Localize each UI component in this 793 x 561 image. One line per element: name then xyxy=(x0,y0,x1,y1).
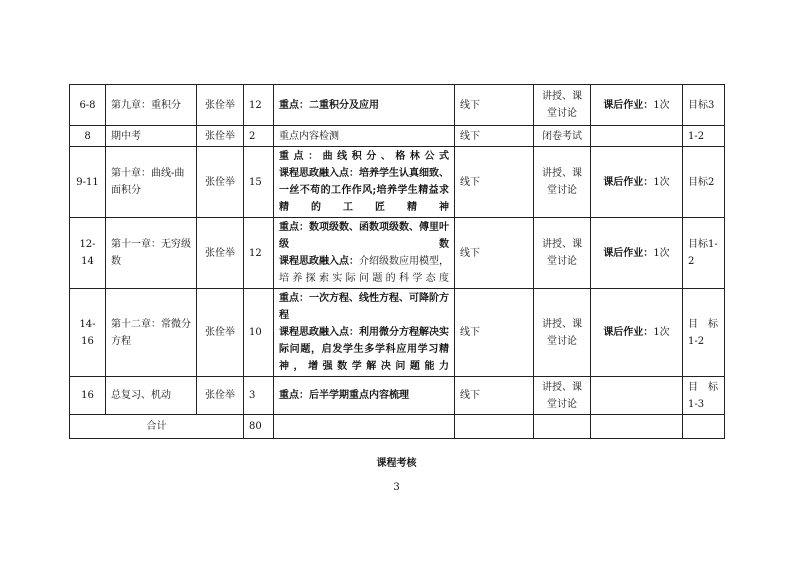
homework-cell xyxy=(591,289,683,377)
content-block xyxy=(279,165,449,216)
content-text: 利用微分方程解决实际问题，启发学生多学科应用学习精神，增强数学解决问题能力 xyxy=(279,327,449,372)
homework-label: 课后作业： xyxy=(603,327,654,338)
empty-cell xyxy=(683,415,725,439)
content-block xyxy=(279,253,449,287)
content-cell xyxy=(274,126,455,147)
content-text: 介绍级数应用模型，培养探索实际问题的科学态度 xyxy=(279,256,449,284)
page-number: 3 xyxy=(393,482,400,493)
method-line: 堂讨论 xyxy=(547,185,577,196)
teacher-cell: 张佺举 xyxy=(197,85,244,126)
content-label: 课程思政融入点： xyxy=(279,327,359,338)
content-block xyxy=(279,290,449,324)
table-row xyxy=(70,289,725,377)
total-label: 合计 xyxy=(70,415,244,439)
empty-cell xyxy=(534,415,591,439)
target-cell xyxy=(683,377,725,415)
method-line: 讲授、课 xyxy=(542,91,582,102)
homework-cell xyxy=(591,377,683,415)
target-line: 1-3 xyxy=(688,398,705,410)
target-line: 目标3 xyxy=(688,99,715,111)
homework-value: 1次 xyxy=(653,176,670,188)
target-line: 1-2 xyxy=(688,130,705,142)
content-label: 课程思政融入点： xyxy=(279,168,359,179)
course-schedule-table xyxy=(69,84,725,439)
teacher-cell: 张佺举 xyxy=(197,147,244,218)
week-cell: 12-14 xyxy=(70,218,106,289)
section-heading: 课程考核 xyxy=(376,458,417,469)
target-line: 目标2 xyxy=(688,176,715,188)
content-text: 培养学生认真细致、一丝不苟的工作作风;培养学生精益求精的工匠精神 xyxy=(279,168,449,213)
table-row xyxy=(70,377,725,415)
method-cell xyxy=(534,85,591,126)
homework-label: 课后作业： xyxy=(603,99,654,111)
content-text: 数项级数、函数项级数、傅里叶级数 xyxy=(279,222,449,250)
table-row xyxy=(70,147,725,218)
content-cell xyxy=(274,289,455,377)
teacher-cell: 张佺举 xyxy=(197,289,244,377)
schedule-body xyxy=(70,85,725,439)
method-line: 讲授、课 xyxy=(542,318,582,330)
content-label: 课程思政融入点： xyxy=(279,256,359,267)
method-line: 闭卷考试 xyxy=(542,130,582,142)
content-text: 重点内容检测 xyxy=(279,130,339,142)
chapter-cell: 第十二章：常微分方程 xyxy=(106,289,197,377)
content-label: 重点： xyxy=(279,390,309,401)
content-block xyxy=(279,219,449,253)
content-cell xyxy=(274,218,455,289)
homework-cell xyxy=(591,147,683,218)
hours-cell: 15 xyxy=(244,147,274,218)
hours-cell: 3 xyxy=(244,377,274,415)
method-cell xyxy=(534,126,591,147)
target-cell xyxy=(683,218,725,289)
table-row xyxy=(70,85,725,126)
content-block xyxy=(279,387,449,404)
target-line: 2 xyxy=(688,256,695,267)
week-cell: 16 xyxy=(70,377,106,415)
hours-cell: 10 xyxy=(244,289,274,377)
method-line: 讲授、课 xyxy=(542,168,582,179)
content-text: 二重积分及应用 xyxy=(309,99,379,111)
mode-cell: 线下 xyxy=(455,126,534,147)
method-line: 堂讨论 xyxy=(547,108,577,119)
content-block xyxy=(279,97,449,114)
target-line: 目 标 xyxy=(688,381,718,393)
content-cell xyxy=(274,147,455,218)
target-line: 目标1- xyxy=(688,239,718,250)
content-text: 曲线积分、格林公式 xyxy=(322,151,450,162)
teacher-cell: 张佺举 xyxy=(197,377,244,415)
total-row xyxy=(70,415,725,439)
homework-cell xyxy=(591,218,683,289)
chapter-cell: 第十一章：无穷级数 xyxy=(106,218,197,289)
content-block xyxy=(279,324,449,375)
mode-cell: 线下 xyxy=(455,147,534,218)
homework-label: 课后作业： xyxy=(603,176,654,188)
chapter-cell: 期中考 xyxy=(106,126,197,147)
week-cell: 8 xyxy=(70,126,106,147)
empty-cell xyxy=(591,415,683,439)
homework-value: 1次 xyxy=(653,99,670,111)
table-row xyxy=(70,218,725,289)
method-cell xyxy=(534,289,591,377)
homework-cell xyxy=(591,126,683,147)
mode-cell: 线下 xyxy=(455,218,534,289)
target-line: 目 标 xyxy=(688,318,718,330)
teacher-cell: 张佺举 xyxy=(197,126,244,147)
hours-cell: 2 xyxy=(244,126,274,147)
table-row xyxy=(70,126,725,147)
chapter-cell: 第九章：重积分 xyxy=(106,85,197,126)
homework-value: 1次 xyxy=(653,247,670,259)
teacher-cell: 张佺举 xyxy=(197,218,244,289)
empty-cell xyxy=(455,415,534,439)
homework-cell xyxy=(591,85,683,126)
content-label: 重点： xyxy=(279,99,309,111)
content-cell xyxy=(274,377,455,415)
method-line: 讲授、课 xyxy=(542,381,582,393)
hours-cell: 12 xyxy=(244,85,274,126)
week-cell: 14-16 xyxy=(70,289,106,377)
homework-label: 课后作业： xyxy=(603,247,654,259)
method-line: 堂讨论 xyxy=(547,335,577,347)
content-text: 一次方程、线性方程、可降阶方程 xyxy=(279,293,449,321)
content-block xyxy=(279,128,449,145)
method-line: 堂讨论 xyxy=(547,256,577,267)
mode-cell: 线下 xyxy=(455,289,534,377)
content-label: 重点： xyxy=(279,222,309,233)
method-cell xyxy=(534,377,591,415)
mode-cell: 线下 xyxy=(455,85,534,126)
week-cell: 9-11 xyxy=(70,147,106,218)
chapter-cell: 第十章：曲线-曲面积分 xyxy=(106,147,197,218)
content-text: 后半学期重点内容梳理 xyxy=(309,390,409,401)
mode-cell: 线下 xyxy=(455,377,534,415)
method-line: 讲授、课 xyxy=(542,239,582,250)
content-block xyxy=(279,148,449,165)
hours-cell: 12 xyxy=(244,218,274,289)
week-cell: 6-8 xyxy=(70,85,106,126)
content-cell xyxy=(274,85,455,126)
target-cell xyxy=(683,85,725,126)
chapter-cell: 总复习、机动 xyxy=(106,377,197,415)
empty-cell xyxy=(274,415,455,439)
method-cell xyxy=(534,218,591,289)
method-line: 堂讨论 xyxy=(547,398,577,410)
target-line: 1-2 xyxy=(688,335,705,347)
content-label: 重点： xyxy=(279,293,309,304)
homework-value: 1次 xyxy=(653,327,670,338)
method-cell xyxy=(534,147,591,218)
target-cell xyxy=(683,289,725,377)
content-label: 重点： xyxy=(279,151,323,162)
target-cell xyxy=(683,147,725,218)
total-hours: 80 xyxy=(244,415,274,439)
target-cell xyxy=(683,126,725,147)
